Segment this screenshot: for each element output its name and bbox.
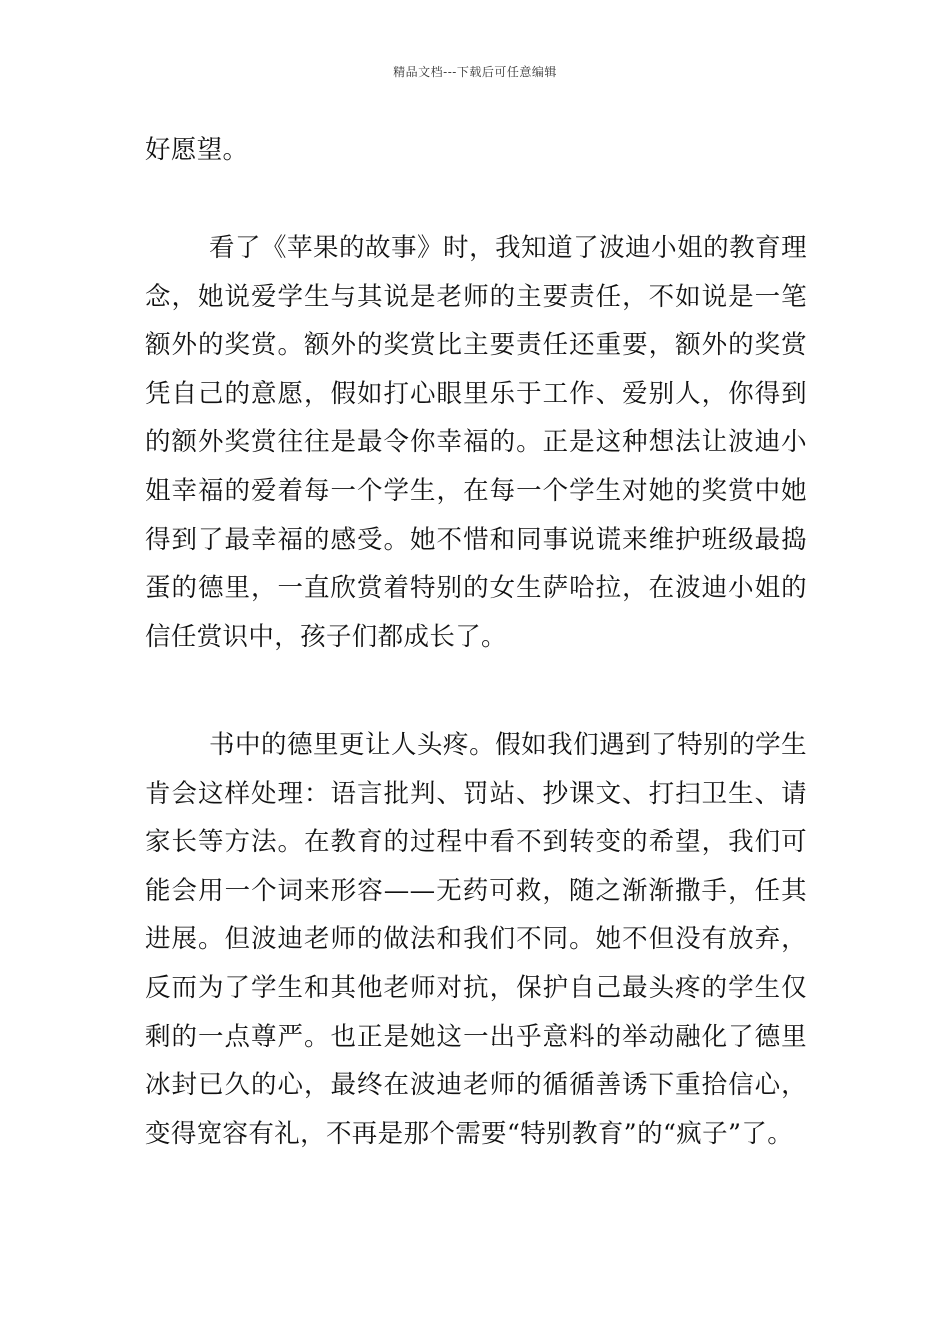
paragraph-apple-story: 看了《苹果的故事》时，我知道了波迪小姐的教育理念，她说爱学生与其说是老师的主要责任，不如说是一笔额外的奖赏。额外的奖赏比主要责任还重要，额外的奖赏凭自己的意愿，假如打心眼里乐于工作、爱别人，你得到的额外奖赏往往是最令你幸福的。正是这种想法让波迪小姐幸福的爱着每一个学生，在每一个学生对她的奖赏中她得到了最幸福的感受。她不惜和同事说谎来维护班级最捣蛋的德里，一直欣赏着特别的女生萨哈拉，在波迪小姐的信任赏识中，孩子们都成长了。 [145, 233, 807, 652]
paragraph-deli: 书中的德里更让人头疼。假如我们遇到了特别的学生肯会这样处理：语言批判、罚站、抄课文、打扫卫生、请家长等方法。在教育的过程中看不到转变的希望，我们可能会用一个词来形容——无药可救，随之渐渐撒手，任其进展。但波迪老师的做法和我们不同。她不但没有放弃，反而为了学生和其他老师对抗，保护自己最头疼的学生仅剩的一点尊严。也正是她这一出乎意料的举动融化了德里冰封已久的心，最终在波迪老师的循循善诱下重拾信心，变得宽容有礼，不再是那个需要“特别教育”的“疯子”了。 [145, 730, 807, 1149]
page-header: 精品文档---下载后可任意编辑 [393, 65, 557, 79]
lead-text: 好愿望。 [145, 135, 249, 165]
